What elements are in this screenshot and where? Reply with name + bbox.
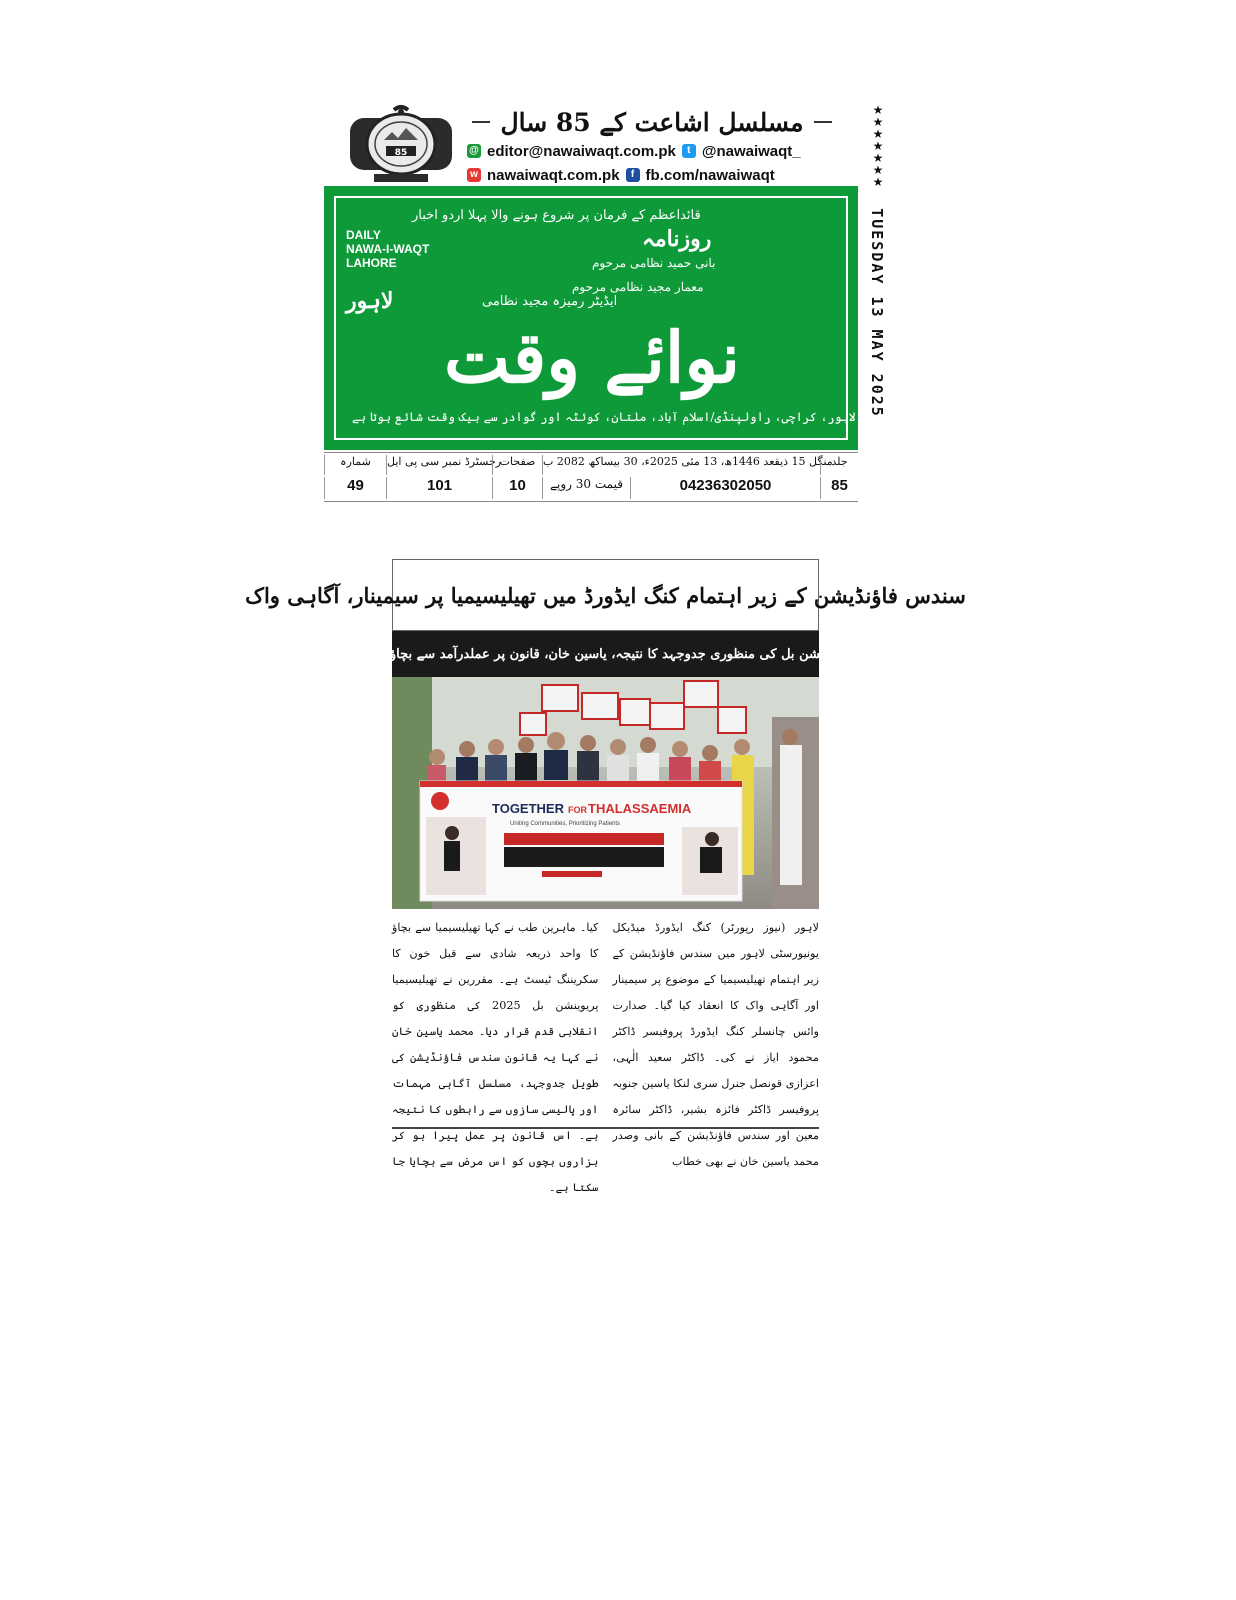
date-strip (862, 198, 892, 428)
headline-text: سندس فاؤنڈیشن کے زیر اہتمام کنگ ایڈورڈ میں تھیلیسیمیا پر سیمینار، آگاہی واک (245, 582, 966, 608)
web-icon: w (467, 168, 481, 182)
pages-value: 10 (492, 477, 542, 499)
article-column-right: لاہور (نیوز رپورٹر) کنگ ایڈورڈ میڈیکل یونیورسٹی لاہور میں سندس فاؤنڈیشن کے زیر اہتمام تھیلیسیمیا کے موضوع پر سیمینار اور آگاہی واک کا انعقاد کیا گیا۔ صدارت وائس چانسلر کنگ ایڈورڈ پروفیسر ڈاکٹر محمود ایاز نے کی۔ ڈاکٹر سعید الٰہی، اعزازی قونصل جنرل سری لنکا یاسین جنوبہ پروفیسر ڈاکٹر فائزہ بشیر، ڈاکٹر سائرہ معین اور سندس فاؤنڈیشن کے بانی وصدر محمد یاسین خان نے بھی خطاب (612, 921, 819, 1168)
pages-header: صفحات (492, 455, 542, 475)
paper-name-english: NAWA-I-WAQT (346, 242, 430, 256)
tagline-text: مسلسل اشاعت کے 85 سال (500, 107, 804, 137)
article-column-left: کیا۔ ماہرین طب نے کہا تھیلیسیمیا سے بچاؤ کا واحد ذریعہ شادی سے قبل خون کا سکریننگ ٹیسٹ ہے۔ مقررین نے تھیلیسیمیا پریوینشن بل 2025 کی منظوری کو انقلابی قدم قرار دیا۔ محمد یاسین خان نے کہا یہ قانون سندس فاؤنڈیشن کی طویل جدوجہد، مسلسل آگاہی مہمات اور پالیسی سازوں سے رابطوں کا نتیجہ ہے۔ اس قانون پر عمل پیرا ہو کر ہزاروں بچوں کو اس مرض سے بچایا جا سکتا ہے۔ (392, 921, 599, 1194)
daily-english (346, 228, 429, 270)
issue-header: شمارہ (324, 455, 386, 475)
contact-row-2 (467, 164, 775, 186)
banner-title-2: FOR (568, 805, 587, 815)
article-photo (392, 677, 819, 909)
facebook-link[interactable]: fb.com/nawaiwaqt (645, 166, 775, 184)
article-headline (245, 559, 966, 631)
volume-value: 85 (820, 477, 858, 499)
city-english: LAHORE (346, 256, 397, 270)
divider (814, 121, 832, 123)
banner-title-3: THALASSAEMIA (588, 801, 692, 816)
banner-subtitle: Uniting Communities, Prioritizing Patients (510, 821, 621, 827)
twitter-link[interactable]: @nawaiwaqt_ (701, 142, 801, 160)
masthead (322, 100, 892, 510)
website-link[interactable]: nawaiwaqt.com.pk (487, 166, 620, 184)
tagline (462, 106, 842, 138)
editor-line: ایڈیٹر رمیزہ مجید نظامی (482, 294, 618, 309)
city-urdu: لاہور (346, 288, 394, 314)
banner (420, 781, 742, 901)
email-icon: @ (467, 144, 481, 158)
subhead-text: تھیلیسیمیا پریوینشن بل کی منظوری جدوجہد کا نتیجہ، یاسین خان، قانون پر عملدرآمد سے بچاؤ ممکن، مقررین (304, 646, 907, 662)
email-link[interactable]: editor@nawaiwaqt.com.pk (487, 142, 676, 160)
price-value: قیمت 30 روپے (542, 477, 630, 499)
date-text: TUESDAY 13 MAY 2025 (868, 208, 886, 418)
banner-title-1: TOGETHER (492, 801, 564, 816)
editions-line: لاہور، کراچی، راولپنڈی/اسلام آباد، ملتان، کوئٹہ اور گوادر سے بیک وقت شائع ہوتا ہے (352, 410, 856, 424)
contact-row-1 (467, 140, 801, 162)
article-subhead (304, 631, 907, 677)
article-body (392, 915, 819, 1194)
paper-title: نوائے وقت (444, 316, 740, 399)
founder-line: بانی حمید نظامی مرحوم (592, 256, 716, 270)
seal-logo-icon (344, 104, 458, 186)
issue-info-table (324, 452, 858, 502)
issue-value: 49 (324, 477, 386, 499)
volume-header: جلد (820, 455, 858, 475)
paper-slogan: قائداعظم کے فرمان پر شروع ہونے والا پہلا اردو اخبار (412, 208, 701, 223)
clipping-bottom-rule (392, 1127, 819, 1129)
facebook-icon: f (626, 168, 640, 182)
twitter-icon: t (682, 144, 696, 158)
daily-label: DAILY (346, 228, 381, 242)
date-header: منگل 15 ذیقعد 1446ھ، 13 مئی 2025ء، 30 بیساکھ 2082 ب (542, 455, 820, 475)
article-clipping (245, 559, 966, 1194)
seal-number: 85 (394, 148, 408, 158)
architect-line: معمار مجید نظامی مرحوم (572, 280, 704, 294)
registration-value: 101 (386, 477, 492, 499)
registration-header: رجسٹرڈ نمبر سی پی ایل (386, 455, 492, 475)
divider (472, 121, 490, 123)
stars-icon: ★ ★ ★ ★ ★ ★ ★ (872, 103, 884, 189)
roznama-label: روزنامہ (642, 226, 712, 252)
phone-value: 04236302050 (630, 477, 820, 499)
